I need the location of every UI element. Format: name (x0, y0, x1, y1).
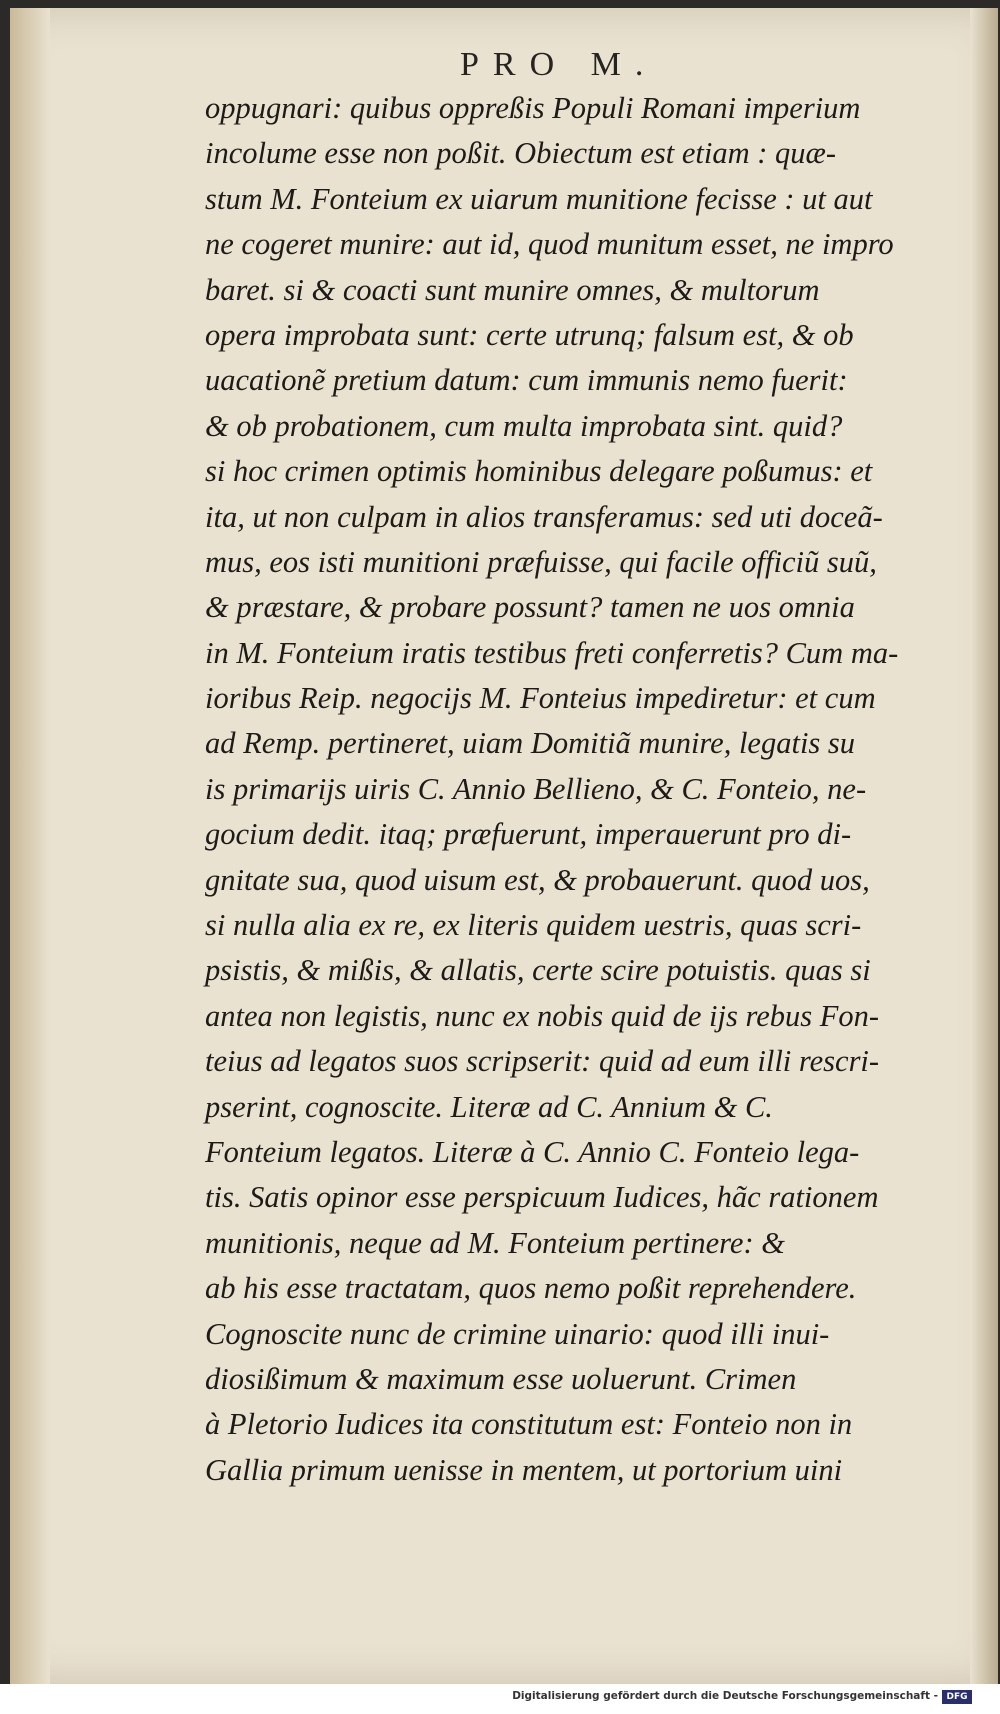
text-line: stum M. Fonteium ex uiarum munitione fecisse : ut aut (205, 181, 873, 216)
text-line: ita, ut non culpam in alios transferamus: sed uti doceã- (205, 499, 883, 534)
text-line: tis. Satis opinor esse perspicuum Iudices, hãc rationem (205, 1180, 879, 1215)
text-line: pserint, cognoscite. Literæ ad C. Annium & C. (205, 1089, 773, 1124)
text-line: ioribus Reip. negocijs M. Fonteius impediretur: et cum (205, 681, 876, 716)
text-line: Gallia primum uenisse in mentem, ut portorium uini (205, 1452, 843, 1487)
text-line: in M. Fonteium iratis testibus freti conferretis? Cum ma- (205, 635, 899, 670)
text-line: incolume esse non poßit. Obiectum est etiam : quæ- (205, 136, 837, 171)
text-line: diosißimum & maximum esse uoluerunt. Crimen (205, 1361, 797, 1396)
text-line: oppugnari: quibus oppreßis Populi Romani imperium (205, 91, 861, 125)
text-line: à Pletorio Iudices ita constitutum est: Fonteio non in (205, 1407, 853, 1442)
text-line: psistis, & mißis, & allatis, certe scire potuistis. quas si (205, 953, 871, 988)
dfg-logo-icon: DFG (942, 1690, 972, 1704)
text-line: ab his esse tractatam, quos nemo poßit reprehendere. (205, 1271, 857, 1306)
text-line: opera improbata sunt: certe utrunq; falsum est, & ob (205, 317, 854, 352)
text-line: si nulla alia ex re, ex literis quidem uestris, quas scri- (205, 908, 862, 943)
text-line: Cognoscite nunc de crimine uinario: quod illi inui- (205, 1316, 830, 1351)
running-head: PRO M. (460, 46, 658, 83)
text-line: is primarijs uiris C. Annio Bellieno, & C. Fonteio, ne- (205, 771, 867, 806)
footer-credit: Digitalisierung gefördert durch die Deutsche Forschungsgemeinschaft - (512, 1690, 938, 1702)
text-line: teius ad legatos suos scripserit: quid ad eum illi rescri- (205, 1044, 880, 1079)
page-edge-shadow (970, 8, 998, 1684)
text-line: & ob probationem, cum multa improbata sint. quid? (205, 408, 843, 443)
text-line: Fonteium legatos. Literæ à C. Annio C. Fonteio lega- (205, 1134, 860, 1169)
text-line: gocium dedit. itaq; præfuerunt, imperauerunt pro di- (205, 817, 852, 852)
text-line: & præstare, & probare possunt? tamen ne uos omnia (205, 590, 855, 625)
text-line: ne cogeret munire: aut id, quod munitum esset, ne impro (205, 227, 894, 262)
text-line: mus, eos isti munitioni præfuisse, qui facile officiũ suũ, (205, 544, 877, 579)
text-line: uacationẽ pretium datum: cum immunis nemo fuerit: (205, 363, 848, 398)
text-line: antea non legistis, nunc ex nobis quid de ijs rebus Fon- (205, 998, 880, 1033)
text-line: gnitate sua, quod uisum est, & probauerunt. quod uos, (205, 862, 870, 897)
body-text (205, 86, 965, 1493)
page-gutter-shadow (10, 8, 50, 1684)
text-line: munitionis, neque ad M. Fonteium pertinere: & (205, 1225, 785, 1260)
text-line: ad Remp. pertineret, uiam Domitiã munire, legatis su (205, 726, 856, 761)
text-line: si hoc crimen optimis hominibus delegare poßumus: et (205, 454, 873, 489)
text-line: baret. si & coacti sunt munire omnes, & multorum (205, 272, 820, 307)
